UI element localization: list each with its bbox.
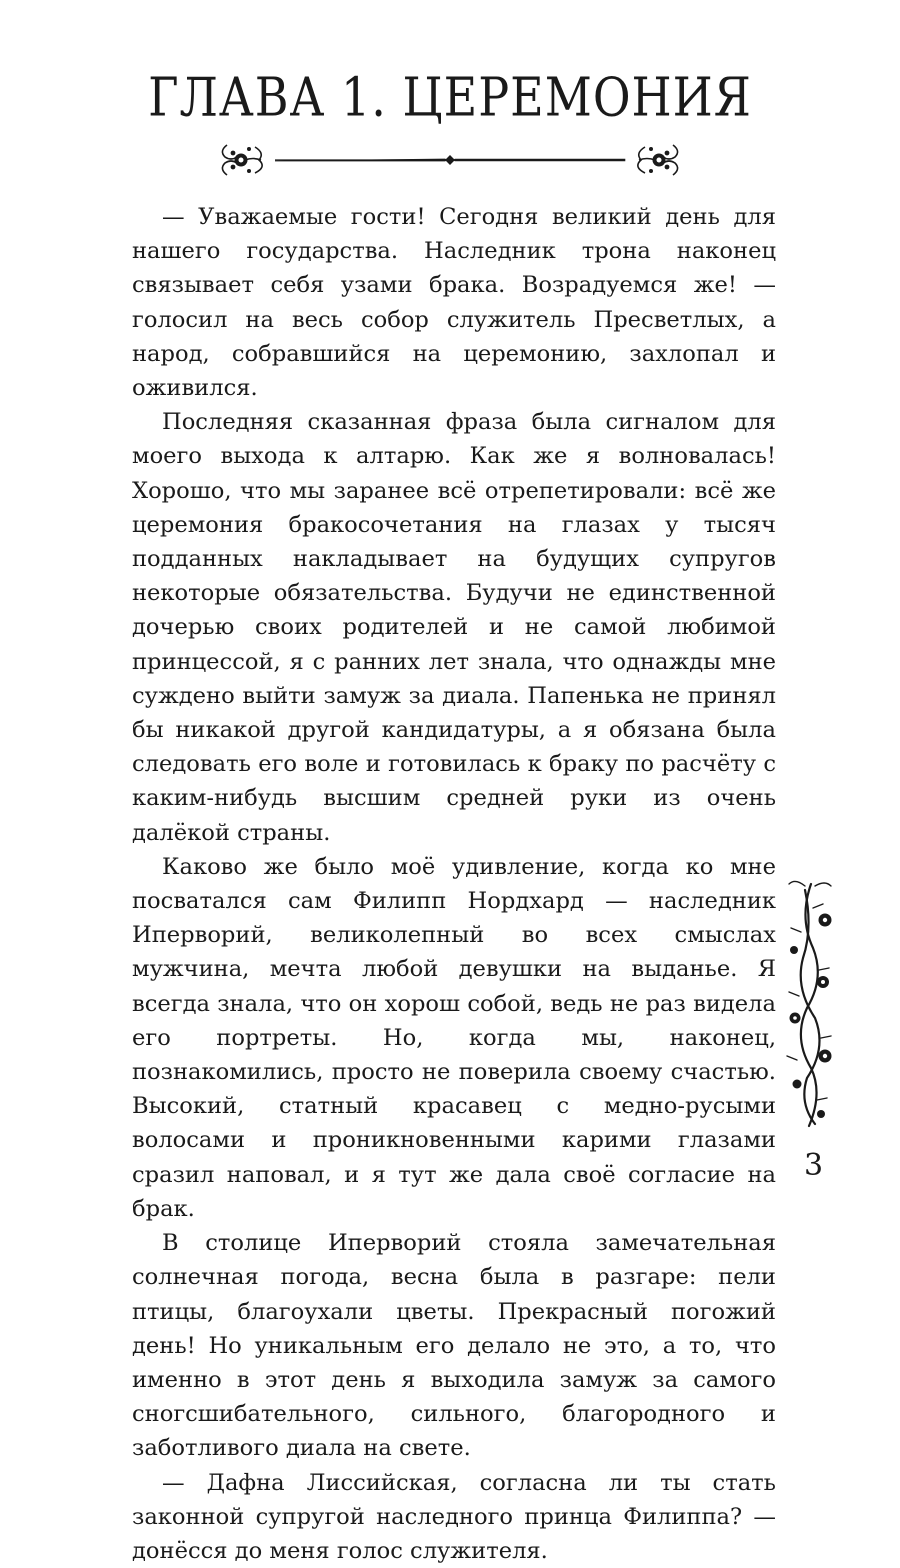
thorny-rose-vine-icon [785, 878, 835, 1130]
chapter-title: ГЛАВА 1. ЦЕРЕМОНИЯ [148, 65, 752, 129]
page-number: 3 [804, 1148, 824, 1183]
paragraph: — Дафна Лиссийская, согласна ли ты стать законной супругой наследного принца Филиппа? — донёсся до меня голос служителя. [132, 1469, 776, 1564]
chapter-body [132, 200, 776, 1568]
paragraph: В столице Иперворий стояла замечательная солнечная погода, весна была в разгаре: пели птицы, благоухали цветы. Прекрасный погожий день! Но уникальным его делало не это, а то, что именно в этот день я выходила замуж за самого сногсшибательного, сильного, благородного и заботливого диала на свете. [132, 1230, 776, 1462]
paragraph: Последняя сказанная фраза была сигналом для моего выхода к алтарю. Как же я волновалась! Хорошо, что мы заранее всё отрепетировали: всё же церемония бракосочетания на глазах у тысяч подданных накладывает на будущих супругов некоторые обязательства. Будучи не единственной дочерью своих родителей и не самой любимой принцессой, я с ранних лет знала, что однажды мне суждено выйти замуж за диала. Папенька не принял бы никакой другой кандидатуры, а я обязана была следовать его воле и готовилась к браку по расчёту с каким-нибудь высшим средней руки из очень далёкой страны. [132, 409, 776, 846]
rose-ornament-divider-icon [215, 135, 685, 185]
paragraph: Каково же было моё удивление, когда ко мне посватался сам Филипп Нордхард — наследник Иперворий, великолепный во всех смыслах мужчина, мечта любой девушки на выданье. Я всегда знала, что он хорош собой, ведь не раз видела его портреты. Но, когда мы, наконец, познакомились, просто не поверила своему счастью. Высокий, статный красавец с медно-русыми волосами и проникновенными карими глазами сразил наповал, и я тут же дала своё согласие на брак. [132, 853, 776, 1222]
paragraph: — Уважаемые гости! Сегодня великий день для нашего государства. Наследник трона наконец связывает себя узами брака. Возрадуемся же! — голосил на весь собор служитель Пресветлых, а народ, собравшийся на церемонию, захлопал и оживился. [132, 204, 776, 402]
